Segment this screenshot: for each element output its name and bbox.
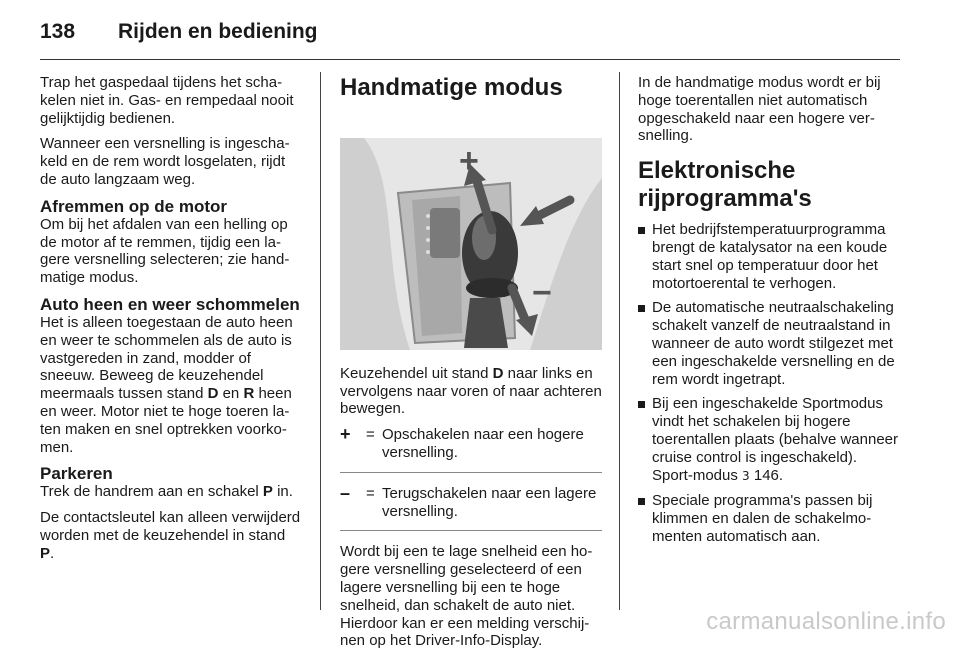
symbol-row: – = Terugschakelen naar een lagere versnelling.: [340, 485, 602, 521]
page-header: [40, 20, 318, 44]
section-heading: Elektronische rijprogramma's: [638, 157, 812, 213]
column-divider: [619, 72, 620, 610]
bullet-icon: [638, 305, 645, 312]
column-1: [40, 74, 302, 571]
list-item: Bij een ingeschakelde Sportmodus vindt het schakelen bij hogere toerentallen plaats (behalve wanneer cruise control is ingeschakeld). Sport-modus 3 146.: [638, 395, 900, 485]
paragraph: Wanneer een versnelling is ingeschakeld en de rem wordt losgelaten, rijdt de auto langzaam weg.: [40, 135, 290, 188]
bullet-icon: [638, 227, 645, 234]
bullet-icon: [638, 498, 645, 505]
paragraph: Trek de handrem aan en schakel P in.: [40, 483, 293, 501]
divider: [340, 530, 602, 531]
figure-plus-label: +: [459, 142, 479, 180]
page-number: 138: [40, 20, 76, 43]
column-divider: [320, 72, 321, 610]
page-title: Rijden en bediening: [118, 20, 318, 43]
divider: [340, 472, 602, 473]
watermark: carmanualsonline.info: [706, 608, 946, 635]
figure-minus-label: −: [532, 274, 552, 312]
symbol-row: + = Opschakelen naar een hogere versnelling.: [340, 426, 602, 462]
symbol-description: Terugschakelen naar een lagere versnelling.: [382, 484, 597, 520]
list-item: Het bedrijfstemperatuurprogramma brengt de katalysator na een koude start snel op temperatuur door het motortoerental te verhogen.: [638, 221, 900, 292]
figure-caption: Keuzehendel uit stand D naar links en vervolgens naar voren of naar achteren bewegen.: [340, 364, 602, 418]
paragraph: De contactsleutel kan alleen verwijderd worden met de keuzehendel in stand P.: [40, 509, 301, 562]
column-2: [340, 74, 602, 658]
paragraph: Wordt bij een te lage snelheid een hogere versnelling geselecteerd of een lagere versnelling bij een te hoge snelheid, dan schakelt de auto niet. Hierdoor kan er een melding verschijnen op het Driver-Info-Display.: [340, 543, 593, 650]
column-3: [638, 74, 900, 553]
gear-selector-illustration: [340, 138, 602, 350]
page-ref-arrow-icon[interactable]: 3: [742, 468, 750, 483]
list-item: Speciale programma's passen bij klimmen en dalen de schakelmomenten automatisch aan.: [638, 492, 900, 545]
bullet-icon: [638, 401, 645, 408]
list-item: De automatische neutraalschakeling schakelt vanzelf de neutraalstand in wanneer de auto wordt stilgezet met een ingeschakelde versnelling en de rem wordt ingetrapt.: [638, 299, 900, 388]
paragraph: Het is alleen toegestaan de auto heen en weer te schommelen als de auto is vastgereden in zand, modder of sneeuw. Beweeg de keuzehendel meermaals tussen stand D en R heen en weer. Motor niet te hoge toeren laten maken en snel optrekken voorkomen.: [40, 313, 293, 456]
section-heading: Parkeren: [40, 464, 113, 484]
paragraph: Om bij het afdalen van een helling op de motor af te remmen, tijdig een lagere versnelling selecteren; zie handmatige modus.: [40, 215, 290, 287]
paragraph: Trap het gaspedaal tijdens het schakelen niet in. Gas- en rempedaal nooit gelijktijdig bedienen.: [40, 74, 294, 127]
paragraph: In de handmatige modus wordt er bij hoge toerentallen niet automatisch opgeschakeld naar een hogere versnelling.: [638, 74, 881, 145]
page-ref[interactable]: 146: [753, 466, 779, 484]
symbol-description: Opschakelen naar een hogere versnelling.: [382, 426, 584, 461]
minus-icon: –: [340, 482, 351, 503]
plus-icon: +: [340, 424, 351, 445]
bullet-list: [638, 221, 900, 546]
section-heading: Afremmen op de motor: [40, 196, 228, 216]
header-rule: [40, 59, 900, 60]
section-heading: Auto heen en weer schommelen: [40, 294, 300, 314]
section-heading: Handmatige modus: [340, 74, 563, 101]
